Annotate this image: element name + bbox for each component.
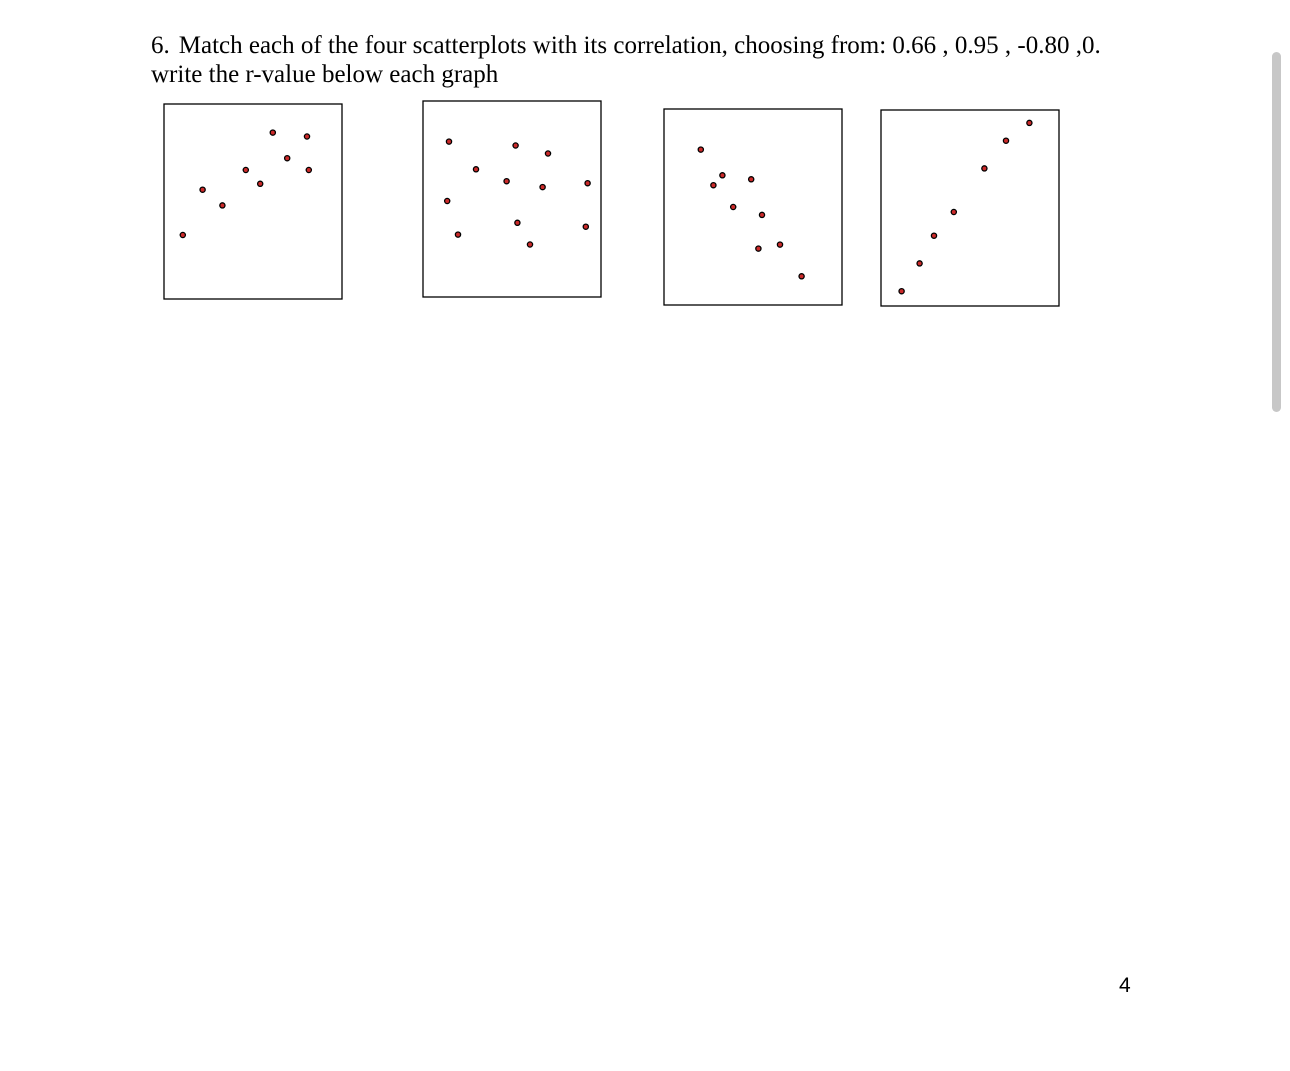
scatter-point: [583, 224, 588, 229]
scatter-point: [513, 143, 518, 148]
scatter-point: [585, 181, 590, 186]
scatter-point: [931, 233, 936, 238]
scatter-point: [545, 151, 550, 156]
scatter-point: [527, 242, 532, 247]
scatter-point: [473, 167, 478, 172]
scatter-point: [1003, 138, 1008, 143]
scatter-point: [304, 134, 309, 139]
scatter-point: [759, 212, 764, 217]
question-line-2: write the r-value below each graph: [151, 61, 499, 88]
scatterplot-frame: [664, 109, 842, 305]
scatterplot-frame: [164, 104, 342, 299]
scatter-point: [749, 177, 754, 182]
scatterplots-row: [0, 0, 1290, 330]
scatter-point: [720, 173, 725, 178]
scatter-point: [180, 232, 185, 237]
scatter-point: [711, 183, 716, 188]
page-number: 4: [1119, 974, 1131, 997]
scatter-point: [731, 204, 736, 209]
scatter-point: [445, 198, 450, 203]
scatter-point: [285, 156, 290, 161]
scatter-point: [756, 246, 761, 251]
question-number: 6.: [151, 32, 170, 59]
scatter-point: [698, 147, 703, 152]
scatter-point: [243, 167, 248, 172]
scatter-point: [899, 289, 904, 294]
scatter-point: [258, 181, 263, 186]
scatterplot-4: [880, 109, 1060, 307]
scatter-point: [799, 274, 804, 279]
scatter-point: [200, 187, 205, 192]
scatter-point: [540, 185, 545, 190]
scatterplot-frame: [881, 110, 1059, 306]
scatter-point: [982, 166, 987, 171]
scatter-point: [446, 139, 451, 144]
scatter-point: [1027, 120, 1032, 125]
scatter-point: [220, 203, 225, 208]
scatter-point: [504, 179, 509, 184]
scatter-point: [455, 232, 460, 237]
scatterplot-1: [163, 103, 343, 300]
question-prompt: Match each of the four scatterplots with its correlation, choosing from: 0.66 , 0.95 , -0.80 ,0.: [178, 32, 1101, 59]
scatterplot-3: [663, 108, 843, 306]
scatterplot-2: [422, 100, 602, 298]
scatter-point: [951, 209, 956, 214]
vertical-scrollbar[interactable]: [1272, 52, 1281, 412]
scatter-point: [917, 261, 922, 266]
scatter-point: [777, 242, 782, 247]
scatter-point: [270, 130, 275, 135]
scatter-point: [515, 220, 520, 225]
scatter-point: [306, 167, 311, 172]
